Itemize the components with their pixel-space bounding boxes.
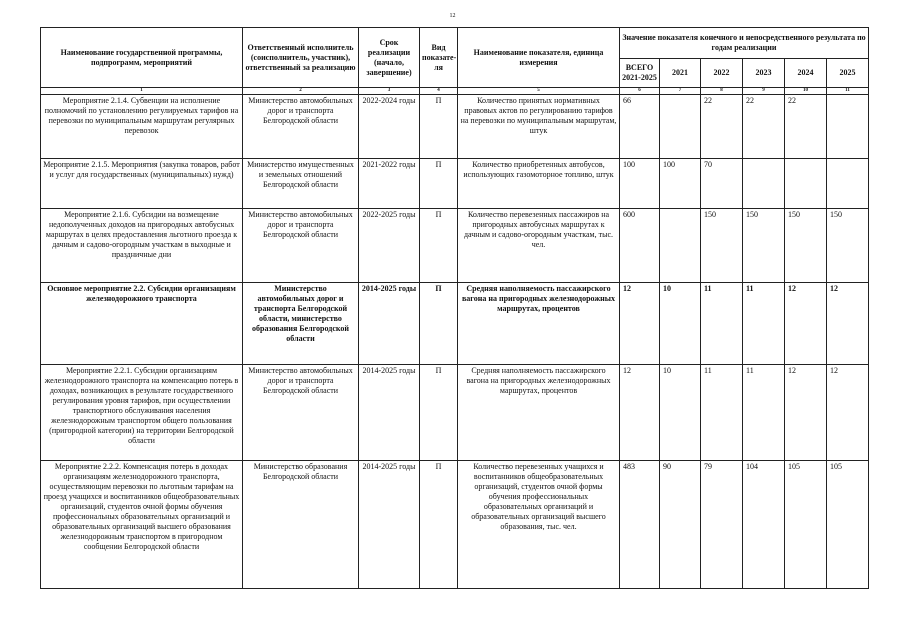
column-number: 10: [785, 88, 827, 95]
row-year-value: 12: [785, 365, 827, 461]
row-term: 2022-2025 годы: [359, 209, 420, 283]
column-number: 6: [620, 88, 660, 95]
row-executor: Министерство автомобильных дорог и транспорта Белгородской области, министерство образования Белгородской области: [243, 283, 359, 365]
row-term: 2014-2025 годы: [359, 461, 420, 589]
header-term: Срок реализации (начало, завершение): [359, 28, 420, 88]
header-year: 2022: [701, 59, 743, 88]
column-number: 1: [41, 88, 243, 95]
row-year-value: 70: [701, 159, 743, 209]
column-number-row: [41, 88, 869, 95]
row-executor: Министерство образования Белгородской области: [243, 461, 359, 589]
indicators-table: [40, 27, 869, 589]
table-row: [41, 283, 869, 365]
table-row: [41, 95, 869, 159]
row-year-value: 22: [701, 95, 743, 159]
row-executor: Министерство автомобильных дорог и транспорта Белгородской области: [243, 209, 359, 283]
page-number: 12: [449, 13, 456, 19]
row-year-value: 12: [827, 283, 869, 365]
header-year: 2024: [785, 59, 827, 88]
row-year-value: [827, 159, 869, 209]
row-year-value: 150: [785, 209, 827, 283]
header-executor: Ответственный исполнитель (соисполнитель, участник), ответственный за реализацию: [243, 28, 359, 88]
header-total: ВСЕГО 2021-2025: [620, 59, 660, 88]
row-type: П: [420, 283, 458, 365]
column-number: 11: [827, 88, 869, 95]
row-name: Мероприятие 2.1.4. Субвенции на исполнение полномочий по установлению регулируемых тарифов на перевозки по муниципальным маршрутам регулярных перевозок: [41, 95, 243, 159]
row-name: Мероприятие 2.2.1. Субсидии организациям железнодорожного транспорта на компенсацию потерь в доходах, возникающих в результате государственного регулирования уровня тарифов, при осуществлении транспортного обслуживания населения железнодорожным транспортом общего пользования (пригородной категории) на территории Белгородской области: [41, 365, 243, 461]
row-type: П: [420, 209, 458, 283]
row-year-value: 150: [701, 209, 743, 283]
row-indicator: Количество принятых нормативных правовых актов по регулированию тарифов на перевозки по муниципальным маршрутам, штук: [458, 95, 620, 159]
header-values-group: Значение показателя конечного и непосредственного результата по годам реализации: [620, 28, 869, 59]
row-year-value: 10: [660, 283, 701, 365]
row-term: 2021-2022 годы: [359, 159, 420, 209]
row-type: П: [420, 95, 458, 159]
row-term: 2014-2025 годы: [359, 283, 420, 365]
row-type: П: [420, 159, 458, 209]
row-indicator: Количество перевезенных пассажиров на пригородных автобусных маршрутах к дачным и садово-огородным участкам, тыс. чел.: [458, 209, 620, 283]
row-year-value: 105: [827, 461, 869, 589]
column-number: 2: [243, 88, 359, 95]
row-type: П: [420, 461, 458, 589]
row-type: П: [420, 365, 458, 461]
row-year-value: 12: [785, 283, 827, 365]
row-year-value: 105: [785, 461, 827, 589]
column-number: 9: [743, 88, 785, 95]
row-indicator: Средняя наполняемость пассажирского вагона на пригородных железнодорожных маршрутах, процентов: [458, 283, 620, 365]
row-year-value: 11: [743, 283, 785, 365]
column-number: 7: [660, 88, 701, 95]
header-name: Наименование государственной программы, подпрограмм, мероприятий: [41, 28, 243, 88]
row-year-value: 150: [743, 209, 785, 283]
row-term: 2022-2024 годы: [359, 95, 420, 159]
header-indicator: Наименование показателя, единица измерения: [458, 28, 620, 88]
row-term: 2014-2025 годы: [359, 365, 420, 461]
row-indicator: Количество перевезенных учащихся и воспитанников общеобразовательных организаций, студентов очной формы обучения профессиональных образовательных организаций и образовательных организаций высшего образования, тыс. чел.: [458, 461, 620, 589]
table-row: [41, 365, 869, 461]
header-year: 2025: [827, 59, 869, 88]
row-year-value: 150: [827, 209, 869, 283]
table-row: [41, 209, 869, 283]
header-year: 2023: [743, 59, 785, 88]
row-year-value: [785, 159, 827, 209]
row-year-value: [743, 159, 785, 209]
row-total: 100: [620, 159, 660, 209]
row-executor: Министерство имущественных и земельных отношений Белгородской области: [243, 159, 359, 209]
column-number: 3: [359, 88, 420, 95]
row-year-value: 79: [701, 461, 743, 589]
row-name: Мероприятие 2.2.2. Компенсация потерь в доходах организациям железнодорожного транспорта, осуществляющим перевозки по льготным тарифам на проезд учащихся и воспитанников общеобразовательных организаций, студентов очной формы обучения профессиональных образовательных организаций и образовательных организаций высшего образования железнодорожным транспортом в пригородном сообщении Белгородской области: [41, 461, 243, 589]
row-year-value: 100: [660, 159, 701, 209]
row-total: 483: [620, 461, 660, 589]
header-year: 2021: [660, 59, 701, 88]
row-executor: Министерство автомобильных дорог и транспорта Белгородской области: [243, 365, 359, 461]
row-year-value: [660, 95, 701, 159]
row-year-value: 104: [743, 461, 785, 589]
row-year-value: 22: [785, 95, 827, 159]
table-row: [41, 159, 869, 209]
row-total: 12: [620, 365, 660, 461]
column-number: 5: [458, 88, 620, 95]
row-year-value: 11: [701, 283, 743, 365]
column-number: 4: [420, 88, 458, 95]
row-year-value: 22: [743, 95, 785, 159]
row-year-value: 12: [827, 365, 869, 461]
column-number: 8: [701, 88, 743, 95]
row-name: Мероприятие 2.1.5. Мероприятия (закупка товаров, работ и услуг для государственных (муниципальных) нужд): [41, 159, 243, 209]
row-total: 600: [620, 209, 660, 283]
row-name: Мероприятие 2.1.6. Субсидии на возмещение недополученных доходов на пригородных автобусных маршрутах в целях предоставления льготного проезда к дачным и садово-огородным участкам в выходные и праздничные дни: [41, 209, 243, 283]
row-year-value: [827, 95, 869, 159]
row-year-value: [660, 209, 701, 283]
table-row: [41, 461, 869, 589]
row-indicator: Количество приобретенных автобусов, использующих газомоторное топливо, штук: [458, 159, 620, 209]
row-indicator: Средняя наполняемость пассажирского вагона на пригородных железнодорожных маршрутах, процентов: [458, 365, 620, 461]
row-year-value: 11: [701, 365, 743, 461]
row-executor: Министерство автомобильных дорог и транспорта Белгородской области: [243, 95, 359, 159]
row-name: Основное мероприятие 2.2. Субсидии организациям железнодорожного транспорта: [41, 283, 243, 365]
row-year-value: 10: [660, 365, 701, 461]
header-type: Вид показате- ля: [420, 28, 458, 88]
row-year-value: 11: [743, 365, 785, 461]
row-total: 12: [620, 283, 660, 365]
row-total: 66: [620, 95, 660, 159]
row-year-value: 90: [660, 461, 701, 589]
